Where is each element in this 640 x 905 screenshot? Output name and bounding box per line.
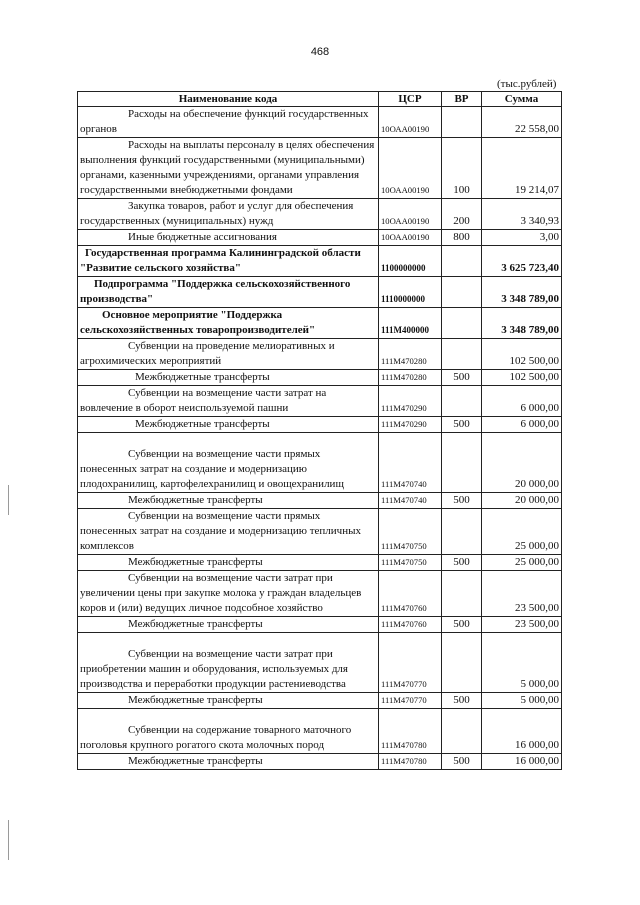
row-sum: 16 000,00 <box>482 754 562 770</box>
row-vr: 500 <box>442 555 482 571</box>
row-sum: 19 214,07 <box>482 138 562 199</box>
table-row <box>78 693 562 709</box>
table-row <box>78 555 562 571</box>
row-name: Субвенции на проведение мелиоративных и агрохимических мероприятий <box>78 339 379 370</box>
row-name: Межбюджетные трансферты <box>78 370 379 386</box>
row-sum: 20 000,00 <box>482 433 562 493</box>
table-header-row <box>78 92 562 107</box>
table-row <box>78 754 562 770</box>
row-csr: 111М470740 <box>379 493 442 509</box>
page-number: 468 <box>310 46 330 58</box>
row-vr: 500 <box>442 493 482 509</box>
table-row <box>78 107 562 138</box>
table-row <box>78 138 562 199</box>
row-csr: 111М470770 <box>379 633 442 693</box>
row-csr: 1100000000 <box>379 246 442 277</box>
row-name: Межбюджетные трансферты <box>78 754 379 770</box>
row-sum: 102 500,00 <box>482 339 562 370</box>
row-csr: 111М470760 <box>379 571 442 617</box>
row-sum: 5 000,00 <box>482 693 562 709</box>
row-csr: 10ОАА00190 <box>379 138 442 199</box>
row-csr: 10ОАА00190 <box>379 230 442 246</box>
table-row <box>78 386 562 417</box>
row-vr <box>442 509 482 555</box>
row-vr: 500 <box>442 417 482 433</box>
row-sum: 22 558,00 <box>482 107 562 138</box>
row-csr: 111М470750 <box>379 555 442 571</box>
row-csr: 111М470760 <box>379 617 442 633</box>
row-vr <box>442 571 482 617</box>
row-vr <box>442 386 482 417</box>
header-name: Наименование кода <box>78 92 379 107</box>
header-vr: ВР <box>442 92 482 107</box>
row-csr: 111М470740 <box>379 433 442 493</box>
row-vr: 500 <box>442 693 482 709</box>
row-sum: 23 500,00 <box>482 617 562 633</box>
row-name: Межбюджетные трансферты <box>78 417 379 433</box>
row-vr: 100 <box>442 138 482 199</box>
row-name: Межбюджетные трансферты <box>78 493 379 509</box>
row-sum: 23 500,00 <box>482 571 562 617</box>
table-row <box>78 199 562 230</box>
row-csr: 10ОАА00190 <box>379 199 442 230</box>
row-sum: 3 348 789,00 <box>482 277 562 308</box>
row-name: Субвенции на возмещение части затрат при увеличении цены при закупке молока у граждан владельцев коров и (или) ведущих личное подсобное хозяйство <box>78 571 379 617</box>
row-csr: 111М400000 <box>379 308 442 339</box>
row-sum: 6 000,00 <box>482 417 562 433</box>
row-sum: 3 340,93 <box>482 199 562 230</box>
row-sum: 5 000,00 <box>482 633 562 693</box>
table-row <box>78 433 562 493</box>
header-sum: Сумма <box>482 92 562 107</box>
table-row <box>78 370 562 386</box>
scan-margin-mark <box>8 485 9 515</box>
scan-margin-mark <box>8 820 9 860</box>
budget-table <box>77 91 562 770</box>
table-row <box>78 493 562 509</box>
row-vr <box>442 277 482 308</box>
row-name: Межбюджетные трансферты <box>78 693 379 709</box>
row-name: Закупка товаров, работ и услуг для обеспечения государственных (муниципальных) нужд <box>78 199 379 230</box>
row-name: Межбюджетные трансферты <box>78 555 379 571</box>
row-vr <box>442 107 482 138</box>
main-activity-row <box>78 308 562 339</box>
table-row <box>78 571 562 617</box>
row-csr: 111М470280 <box>379 370 442 386</box>
row-name: Субвенции на возмещение части прямых понесенных затрат на создание и модернизацию тепличных комплексов <box>78 509 379 555</box>
row-vr <box>442 246 482 277</box>
row-csr: 111М470280 <box>379 339 442 370</box>
row-sum: 102 500,00 <box>482 370 562 386</box>
table-row <box>78 709 562 754</box>
row-name: Расходы на выплаты персоналу в целях обеспечения выполнения функций государственными (муниципальными) органами, казенными учреждениями, органами управления государственными внебюджетными фондами <box>78 138 379 199</box>
row-vr: 500 <box>442 754 482 770</box>
row-name: Государственная программа Калининградской области "Развитие сельского хозяйства" <box>78 246 379 277</box>
row-name: Иные бюджетные ассигнования <box>78 230 379 246</box>
header-csr: ЦСР <box>379 92 442 107</box>
row-sum: 3,00 <box>482 230 562 246</box>
table-row <box>78 230 562 246</box>
row-name: Основное мероприятие "Поддержка сельскохозяйственных товаропроизводителей" <box>78 308 379 339</box>
table-row <box>78 617 562 633</box>
row-vr <box>442 433 482 493</box>
row-name: Межбюджетные трансферты <box>78 617 379 633</box>
row-sum: 16 000,00 <box>482 709 562 754</box>
table-row <box>78 417 562 433</box>
row-name: Субвенции на возмещение части затрат при приобретении машин и оборудования, используемых для производства и переработки продукции растениеводства <box>78 633 379 693</box>
row-sum: 25 000,00 <box>482 555 562 571</box>
row-sum: 6 000,00 <box>482 386 562 417</box>
row-sum: 3 348 789,00 <box>482 308 562 339</box>
row-name: Расходы на обеспечение функций государственных органов <box>78 107 379 138</box>
row-csr: 111М470290 <box>379 417 442 433</box>
row-vr <box>442 709 482 754</box>
row-vr: 500 <box>442 370 482 386</box>
units-label: (тыс.рублей) <box>497 78 557 90</box>
row-name: Подпрограмма "Поддержка сельскохозяйственного производства" <box>78 277 379 308</box>
table-row <box>78 509 562 555</box>
row-vr <box>442 633 482 693</box>
table-row <box>78 339 562 370</box>
row-csr: 1110000000 <box>379 277 442 308</box>
subprogram-row <box>78 277 562 308</box>
row-csr: 111М470780 <box>379 709 442 754</box>
row-vr: 500 <box>442 617 482 633</box>
row-vr <box>442 339 482 370</box>
row-csr: 111М470780 <box>379 754 442 770</box>
program-row <box>78 246 562 277</box>
row-name: Субвенции на содержание товарного маточного поголовья крупного рогатого скота молочных пород <box>78 709 379 754</box>
row-csr: 111М470770 <box>379 693 442 709</box>
row-csr: 111М470750 <box>379 509 442 555</box>
row-vr <box>442 308 482 339</box>
row-sum: 3 625 723,40 <box>482 246 562 277</box>
row-vr: 800 <box>442 230 482 246</box>
table-row <box>78 633 562 693</box>
row-name: Субвенции на возмещение части прямых понесенных затрат на создание и модернизацию плодохранилищ, картофелехранилищ и овощехранилищ <box>78 433 379 493</box>
row-vr: 200 <box>442 199 482 230</box>
row-csr: 10ОАА00190 <box>379 107 442 138</box>
row-csr: 111М470290 <box>379 386 442 417</box>
row-name: Субвенции на возмещение части затрат на вовлечение в оборот неиспользуемой пашни <box>78 386 379 417</box>
row-sum: 20 000,00 <box>482 493 562 509</box>
row-sum: 25 000,00 <box>482 509 562 555</box>
